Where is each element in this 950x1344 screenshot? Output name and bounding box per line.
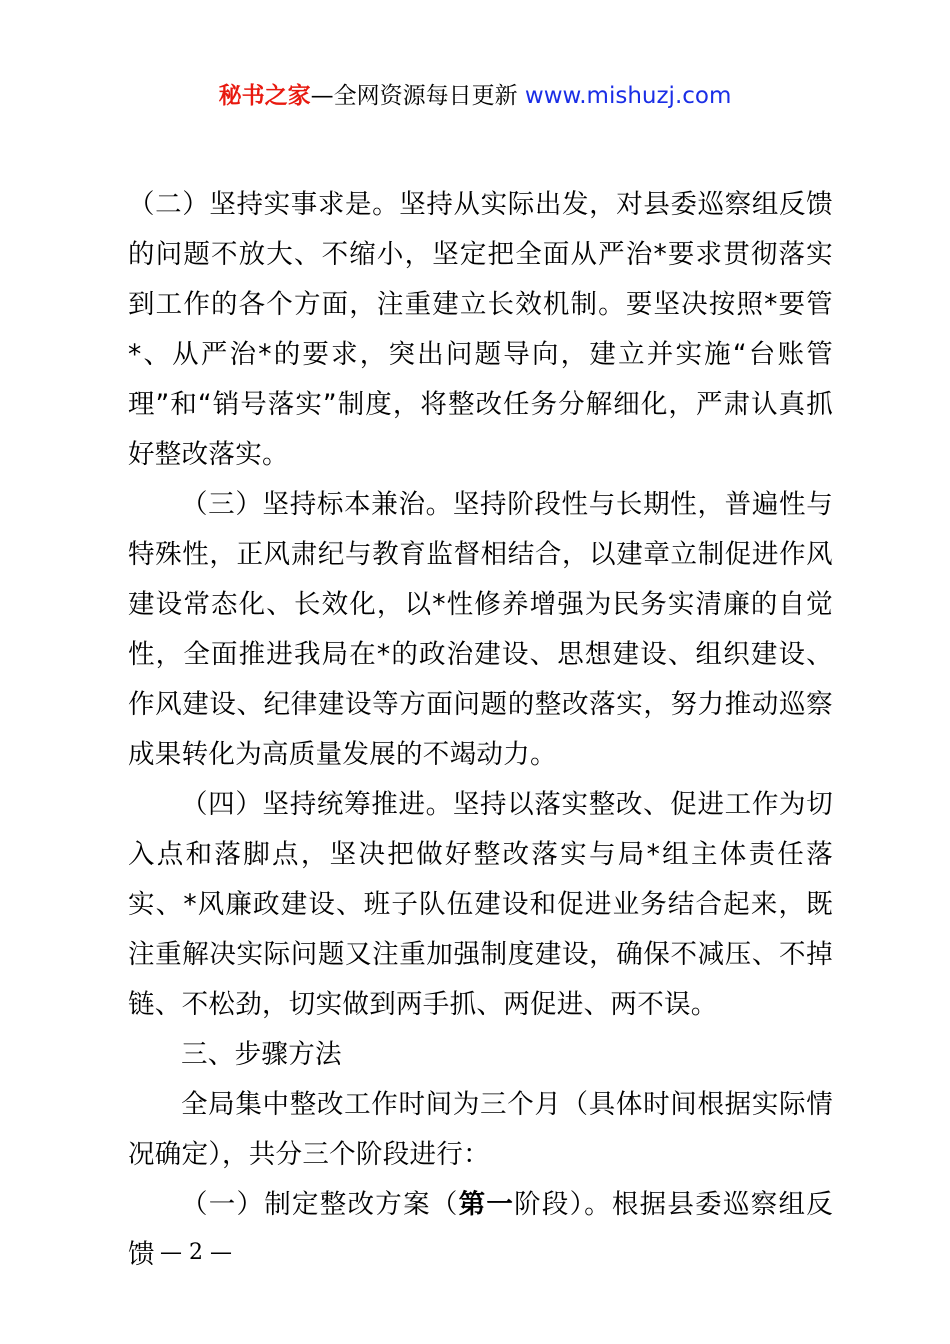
paragraph-timeline: 全局集中整改工作时间为三个月（具体时间根据实际情况确定），共分三个阶段进行： [128, 1089, 833, 1170]
paragraph-phase-one [128, 1180, 833, 1280]
phase-one-emphasis: 第一 [458, 1189, 515, 1220]
phase-one-rest: 阶段）。根据县委巡察组反馈 [128, 1189, 834, 1270]
document-body [128, 180, 833, 1280]
site-header [0, 80, 950, 112]
site-url-link[interactable]: www.mishuzj.com [524, 83, 732, 109]
paragraph-seek-truth: （二）坚持实事求是。坚持从实际出发，对县委巡察组反馈的问题不放大、不缩小，坚定把全面从严治*要求贯彻落实到工作的各个方面，注重建立长效机制。要坚决按照*要管*、从严治*的要求，突出问题导向，建立并实施“台账管理”和“销号落实”制度，将整改任务分解细化，严肃认真抓好整改落实。 [128, 189, 833, 470]
section-heading-steps: 三、步骤方法 [181, 1039, 342, 1070]
site-brand: 秘书之家 [218, 83, 311, 109]
paragraph-overall-planning: （四）坚持统筹推进。坚持以落实整改、促进工作为切入点和落脚点，坚决把做好整改落实与局*组主体责任落实、*风廉政建设、班子队伍建设和促进业务结合起来，既注重解决实际问题又注重加强制度建设，确保不减压、不掉链、不松劲，切实做到两手抓、两促进、两不误。 [128, 789, 833, 1020]
paragraph-root-and-branch: （三）坚持标本兼治。坚持阶段性与长期性，普遍性与特殊性，正风肃纪与教育监督相结合，以建章立制促进作风建设常态化、长效化，以*性修养增强为民务实清廉的自觉性，全面推进我局在*的政治建设、思想建设、组织建设、作风建设、纪律建设等方面问题的整改落实，努力推动巡察成果转化为高质量发展的不竭动力。 [128, 489, 833, 770]
phase-one-lead: （一）制定整改方案（ [181, 1189, 459, 1220]
page-number: — 2 — [160, 1240, 232, 1265]
site-tagline: —全网资源每日更新 [310, 83, 518, 109]
